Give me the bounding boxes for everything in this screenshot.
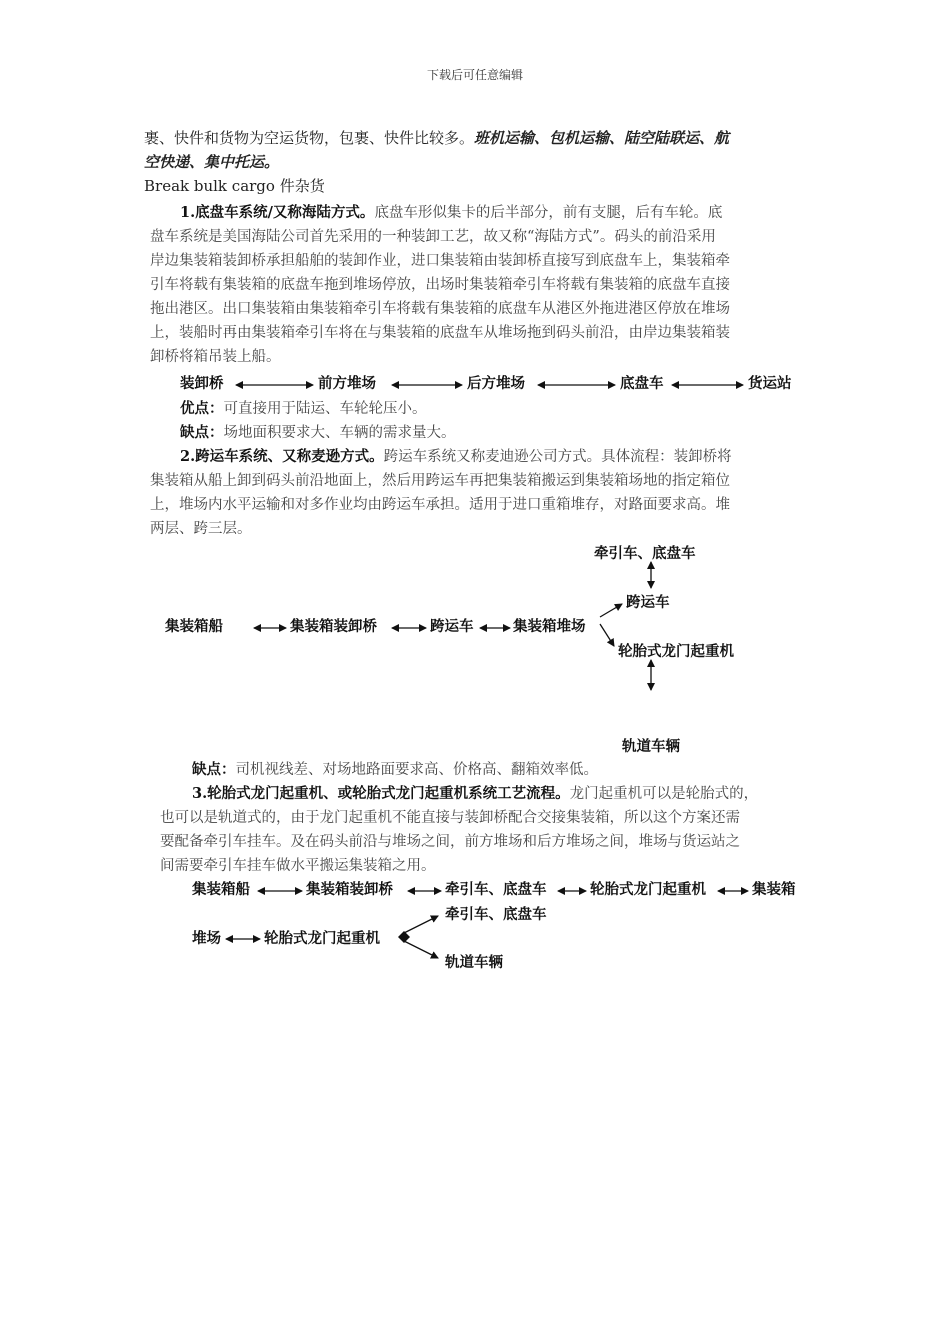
section3-line: 间需要牵引车挂车做水平搬运集装箱之用。 xyxy=(160,858,436,874)
section2-line: 上，堆场内水平运输和对多作业均由跨运车承担。适用于进口重箱堆存，对路面要求高。堆 xyxy=(150,497,730,513)
flow3-node-ship: 集装箱船 xyxy=(192,881,250,898)
flow3-node-rtg: 轮胎式龙门起重机 xyxy=(590,881,706,898)
section1-line: 底盘车形似集卡的后半部分，前有支腿，后有车轮。底 xyxy=(374,205,723,221)
section2-line: 两层、跨三层。 xyxy=(150,521,252,537)
intro-line-3: Break bulk cargo 件杂货 xyxy=(144,177,325,195)
section2-disadvantages xyxy=(192,758,598,779)
section3-line: 要配备牵引车挂车。及在码头前沿与堆场之间，前方堆场和后方堆场之间，堆场与货运站之 xyxy=(160,834,740,850)
section2-line: 集装箱从船上卸到码头前沿地面上，然后用跨运车再把集装箱搬运到集装箱场地的指定箱位 xyxy=(150,473,730,489)
section1-line: 卸桥将箱吊装上船。 xyxy=(150,349,281,365)
flow3-node-tractor-chassis: 牵引车、底盘车 xyxy=(445,881,547,898)
flow2-node-rail: 轨道车辆 xyxy=(622,738,680,755)
flow2-node-straddle-branch: 跨运车 xyxy=(626,594,670,611)
flow1-node-unloader: 装卸桥 xyxy=(180,375,224,392)
intro-line-1 xyxy=(144,126,729,150)
flow2-node-rtg: 轮胎式龙门起重机 xyxy=(618,643,734,660)
section3-line: 龙门起重机可以是轮胎式的， xyxy=(569,786,759,802)
flow3b-node-yard: 堆场 xyxy=(192,930,221,947)
section3-title: 3.轮胎式龙门起重机、或轮胎式龙门起重机系统工艺流程。 xyxy=(192,785,570,802)
flow1-node-rear-yard: 后方堆场 xyxy=(467,375,525,392)
flow3b-node-rail: 轨道车辆 xyxy=(445,954,503,971)
flow1-node-front-yard: 前方堆场 xyxy=(318,375,376,392)
adv-text: 可直接用于陆运、车轮轮压小。 xyxy=(223,401,427,417)
flow3b-node-tractor-chassis: 牵引车、底盘车 xyxy=(445,906,547,923)
flow1-node-chassis: 底盘车 xyxy=(620,375,664,392)
intro-text: 裹、快件和货物为空运货物，包裹、快件比较多。 xyxy=(144,129,475,147)
section1-line: 上，装船时再由集装箱牵引车将在与集装箱的底盘车从堆场拖到码头前沿，由岸边集装箱装 xyxy=(150,325,730,341)
branch-arrow xyxy=(404,941,438,958)
section2-line: 跨运车系统又称麦迪逊公司方式。具体流程：装卸桥将 xyxy=(383,449,732,465)
adv-label: 优点： xyxy=(180,400,224,417)
intro-line-2: 空快递、集中托运。 xyxy=(144,153,280,171)
page-header: 下载后可任意编辑 xyxy=(426,68,523,82)
dis-label: 缺点： xyxy=(192,761,236,778)
section1-advantages xyxy=(180,397,427,418)
dis-text: 场地面积要求大、车辆的需求量大。 xyxy=(223,425,456,441)
branch-arrow xyxy=(600,604,622,617)
section2-first-line xyxy=(180,445,732,466)
flow2-node-straddle: 跨运车 xyxy=(430,618,474,635)
diamond-marker xyxy=(398,931,410,943)
flow3-node-bridge: 集装箱装卸桥 xyxy=(306,881,393,898)
branch-arrow xyxy=(404,916,438,933)
section1-line: 岸边集装箱装卸桥承担船舶的装卸作业，进口集装箱由装卸桥直接写到底盘车上，集装箱牵 xyxy=(150,253,730,269)
branch-arrow xyxy=(600,624,614,646)
section2-title: 2.跨运车系统、又称麦逊方式。 xyxy=(180,448,384,465)
section3-line: 也可以是轨道式的，由于龙门起重机不能直接与装卸桥配合交接集装箱，所以这个方案还需 xyxy=(160,810,740,826)
flow2-node-ship: 集装箱船 xyxy=(165,618,223,635)
flow3-node-container: 集装箱 xyxy=(752,881,796,898)
dis-text: 司机视线差、对场地路面要求高、价格高、翻箱效率低。 xyxy=(235,762,598,778)
flow2-node-bridge: 集装箱装卸桥 xyxy=(290,618,377,635)
intro-emphasis: 班机运输、包机运输、陆空陆联运、航 xyxy=(474,129,730,147)
section1-line: 盘车系统是美国海陆公司首先采用的一种装卸工艺，故又称“海陆方式”。码头的前沿采用 xyxy=(150,229,716,245)
section1-line: 拖出港区。出口集装箱由集装箱牵引车将载有集装箱的底盘车从港区外拖进港区停放在堆场 xyxy=(150,301,730,317)
section1-first-line xyxy=(180,201,722,222)
flow3b-node-rtg: 轮胎式龙门起重机 xyxy=(264,930,380,947)
section1-disadvantages xyxy=(180,421,456,442)
section3-first-line xyxy=(192,782,758,803)
section1-title: 1.底盘车系统/又称海陆方式。 xyxy=(180,204,375,221)
section1-line: 引车将载有集装箱的底盘车拖到堆场停放，出场时集装箱牵引车将载有集装箱的底盘车直接 xyxy=(150,277,730,293)
flow2-node-tractor-chassis: 牵引车、底盘车 xyxy=(594,545,696,562)
flow1-node-freight-station: 货运站 xyxy=(748,375,792,392)
dis-label: 缺点： xyxy=(180,424,224,441)
flow2-node-yard: 集装箱堆场 xyxy=(513,618,586,635)
